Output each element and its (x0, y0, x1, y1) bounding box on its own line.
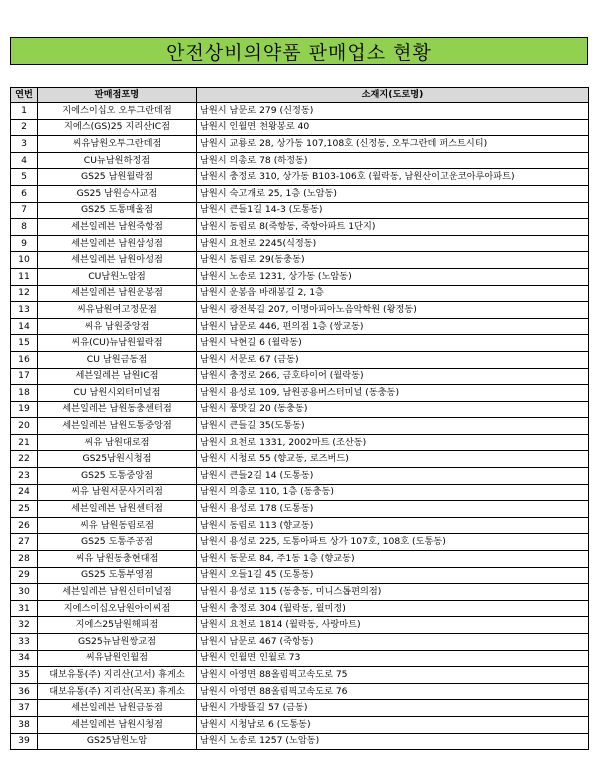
row-number: 31 (11, 600, 38, 617)
table-row (11, 368, 589, 385)
row-number: 37 (11, 700, 38, 717)
store-name: 세븐일레븐 남원금동점 (38, 700, 197, 717)
row-number: 25 (11, 501, 38, 518)
store-address: 남원시 광전북길 207, 이명아피아노음악학원 (왕정동) (197, 302, 589, 319)
store-name: CU 남원시외터미널점 (38, 385, 197, 402)
row-number: 2 (11, 119, 38, 136)
store-name: CU뉴남원하정점 (38, 152, 197, 169)
store-name: 대보유통(주) 지리산(목포) 휴게소 (38, 683, 197, 700)
store-name: 대보유통(주) 지리산(고서) 휴게소 (38, 667, 197, 684)
table-row (11, 683, 589, 700)
header-address: 소재지(도로명) (197, 88, 589, 103)
store-name: 세븐일레븐 남원시청점 (38, 716, 197, 733)
row-number: 32 (11, 617, 38, 634)
store-address: 남원시 남문로 279 (신정동) (197, 103, 589, 120)
store-address: 남원시 교룡로 28, 상가동 107,108호 (신정동, 오투그란데 퍼스트시티) (197, 136, 589, 153)
store-address: 남원시 큰들길 35(도통동) (197, 418, 589, 435)
table-row (11, 219, 589, 236)
row-number: 5 (11, 169, 38, 186)
store-address: 남원시 숙고개로 25, 1층 (노암동) (197, 185, 589, 202)
store-name: 세븐일레븐 남원죽항점 (38, 219, 197, 236)
table-row (11, 484, 589, 501)
row-number: 30 (11, 584, 38, 601)
row-number: 39 (11, 733, 38, 750)
store-address: 남원시 오들1길 45 (도통동) (197, 567, 589, 584)
table-row (11, 584, 589, 601)
table-row (11, 351, 589, 368)
row-number: 15 (11, 335, 38, 352)
store-name: 씨유 남원동림로점 (38, 517, 197, 534)
store-address: 남원시 동림로 113 (향교동) (197, 517, 589, 534)
table-row (11, 318, 589, 335)
row-number: 8 (11, 219, 38, 236)
store-name: 씨유 남원중앙점 (38, 318, 197, 335)
store-address: 남원시 용성로 115 (동충동, 미니스톱편의점) (197, 584, 589, 601)
row-number: 7 (11, 202, 38, 219)
table-row (11, 600, 589, 617)
table-row (11, 103, 589, 120)
row-number: 6 (11, 185, 38, 202)
store-address: 남원시 요천로 1814 (월락동, 사랑마트) (197, 617, 589, 634)
store-name: 세븐일레븐 남원운봉점 (38, 285, 197, 302)
row-number: 13 (11, 302, 38, 319)
table-header-row (11, 88, 589, 103)
store-address: 남원시 서문로 67 (금동) (197, 351, 589, 368)
store-address: 남원시 아영면 88올림픽고속도로 76 (197, 683, 589, 700)
table-row (11, 501, 589, 518)
table-row (11, 451, 589, 468)
store-name: GS25 남원월락점 (38, 169, 197, 186)
store-address: 남원시 남문로 446, 편의점 1층 (쌍교동) (197, 318, 589, 335)
store-address: 남원시 노송로 1257 (노암동) (197, 733, 589, 750)
row-number: 35 (11, 667, 38, 684)
table-row (11, 385, 589, 402)
row-number: 17 (11, 368, 38, 385)
table-row (11, 252, 589, 269)
store-name: 지에스이십오남원아이씨점 (38, 600, 197, 617)
row-number: 23 (11, 468, 38, 485)
row-number: 1 (11, 103, 38, 120)
store-name: 세븐일레븐 남원신터미널점 (38, 584, 197, 601)
row-number: 18 (11, 385, 38, 402)
store-name: 씨유남원인월점 (38, 650, 197, 667)
row-number: 34 (11, 650, 38, 667)
store-address: 남원시 큰들1길 14-3 (도통동) (197, 202, 589, 219)
table-row (11, 468, 589, 485)
store-address: 남원시 용성로 225, 도통아파트 상가 107호, 108호 (도통동) (197, 534, 589, 551)
store-table (10, 87, 589, 750)
store-name: 지에스(GS)25 지리산IC점 (38, 119, 197, 136)
store-name: GS25남원노암 (38, 733, 197, 750)
table-row (11, 733, 589, 750)
store-name: 세븐일레븐 남원도통중앙점 (38, 418, 197, 435)
table-row (11, 434, 589, 451)
store-address: 남원시 인월면 인월로 73 (197, 650, 589, 667)
table-row (11, 302, 589, 319)
row-number: 11 (11, 268, 38, 285)
row-number: 28 (11, 551, 38, 568)
table-row (11, 567, 589, 584)
table-row (11, 617, 589, 634)
store-address: 남원시 요천로 1331, 2002마트 (조산동) (197, 434, 589, 451)
header-store: 판매점포명 (38, 88, 197, 103)
store-name: GS25 남원승사교점 (38, 185, 197, 202)
table-row (11, 185, 589, 202)
store-address: 남원시 동림로 8(죽항동, 죽항아파트 1단지) (197, 219, 589, 236)
row-number: 20 (11, 418, 38, 435)
table-row (11, 268, 589, 285)
table-row (11, 169, 589, 186)
row-number: 9 (11, 235, 38, 252)
table-row (11, 119, 589, 136)
store-address: 남원시 낙현길 6 (월락동) (197, 335, 589, 352)
store-address: 남원시 충정로 304 (월락동, 월미정) (197, 600, 589, 617)
row-number: 36 (11, 683, 38, 700)
table-row (11, 667, 589, 684)
store-address: 남원시 용성로 109, 남원공용버스터미널 (동충동) (197, 385, 589, 402)
store-address: 남원시 시청로 55 (향교동, 로즈버드) (197, 451, 589, 468)
store-name: GS25남원시청점 (38, 451, 197, 468)
store-address: 남원시 풍맛길 20 (동충동) (197, 401, 589, 418)
store-address: 남원시 아영면 88올림픽고속도로 75 (197, 667, 589, 684)
row-number: 38 (11, 716, 38, 733)
row-number: 21 (11, 434, 38, 451)
store-name: 씨유 남원대로점 (38, 434, 197, 451)
store-address: 남원시 의총로 78 (하정동) (197, 152, 589, 169)
header-no: 연번 (11, 88, 38, 103)
table-row (11, 517, 589, 534)
table-row (11, 634, 589, 651)
row-number: 19 (11, 401, 38, 418)
store-address: 남원시 충정로 266, 금호타이어 (월락동) (197, 368, 589, 385)
store-name: 세븐일레븐 남원센터점 (38, 501, 197, 518)
row-number: 33 (11, 634, 38, 651)
table-row (11, 700, 589, 717)
row-number: 24 (11, 484, 38, 501)
page-title: 안전상비의약품 판매업소 현황 (10, 37, 588, 65)
store-name: GS25 도통중앙점 (38, 468, 197, 485)
row-number: 14 (11, 318, 38, 335)
table-row (11, 418, 589, 435)
store-name: 씨유남원오투그란데점 (38, 136, 197, 153)
store-address: 남원시 남문로 467 (죽항동) (197, 634, 589, 651)
store-name: 지에스25남원해피점 (38, 617, 197, 634)
store-name: 지에스이십오 오투그란데점 (38, 103, 197, 120)
store-address: 남원시 노송로 1231, 상가동 (노암동) (197, 268, 589, 285)
store-address: 남원시 의총로 110, 1층 (동충동) (197, 484, 589, 501)
table-row (11, 551, 589, 568)
store-address: 남원시 용성로 178 (도통동) (197, 501, 589, 518)
row-number: 22 (11, 451, 38, 468)
store-name: GS25 도통주공점 (38, 534, 197, 551)
store-address: 남원시 인월면 천왕봉로 40 (197, 119, 589, 136)
table-row (11, 285, 589, 302)
store-address: 남원시 가방뜰길 57 (금동) (197, 700, 589, 717)
row-number: 26 (11, 517, 38, 534)
store-name: 세븐일레븐 남원IC점 (38, 368, 197, 385)
store-name: 씨유(CU)뉴남원월락점 (38, 335, 197, 352)
row-number: 12 (11, 285, 38, 302)
store-name: 세븐일레븐 남원삼성점 (38, 235, 197, 252)
row-number: 4 (11, 152, 38, 169)
store-address: 남원시 동림로 29(동충동) (197, 252, 589, 269)
store-name: 세븐일레븐 남원동충센터점 (38, 401, 197, 418)
store-name: CU남원노암점 (38, 268, 197, 285)
table-row (11, 152, 589, 169)
store-name: GS25 도통부영점 (38, 567, 197, 584)
row-number: 29 (11, 567, 38, 584)
table-row (11, 335, 589, 352)
store-address: 남원시 동문로 84, 주1동 1층 (향교동) (197, 551, 589, 568)
store-address: 남원시 시청남로 6 (도통동) (197, 716, 589, 733)
store-name: 씨유남원여고정문점 (38, 302, 197, 319)
table-row (11, 401, 589, 418)
store-address: 남원시 큰들2길 14 (도통동) (197, 468, 589, 485)
row-number: 10 (11, 252, 38, 269)
table-row (11, 235, 589, 252)
store-name: 세븐일레븐 남원아성점 (38, 252, 197, 269)
store-name: GS25뉴남원쌍교점 (38, 634, 197, 651)
store-address: 남원시 요천로 2245(식정동) (197, 235, 589, 252)
table-row (11, 202, 589, 219)
table-row (11, 534, 589, 551)
store-name: GS25 도통매울점 (38, 202, 197, 219)
store-name: 씨유 남원동충현대점 (38, 551, 197, 568)
table-row (11, 650, 589, 667)
store-address: 남원시 충정로 310, 상가동 B103-106호 (월락동, 남원산이고운코아루아파트) (197, 169, 589, 186)
row-number: 27 (11, 534, 38, 551)
store-name: CU 남원금동점 (38, 351, 197, 368)
row-number: 16 (11, 351, 38, 368)
store-name: 씨유 남원서문사거리점 (38, 484, 197, 501)
store-address: 남원시 운봉읍 바래봉길 2, 1층 (197, 285, 589, 302)
table-row (11, 136, 589, 153)
row-number: 3 (11, 136, 38, 153)
table-row (11, 716, 589, 733)
